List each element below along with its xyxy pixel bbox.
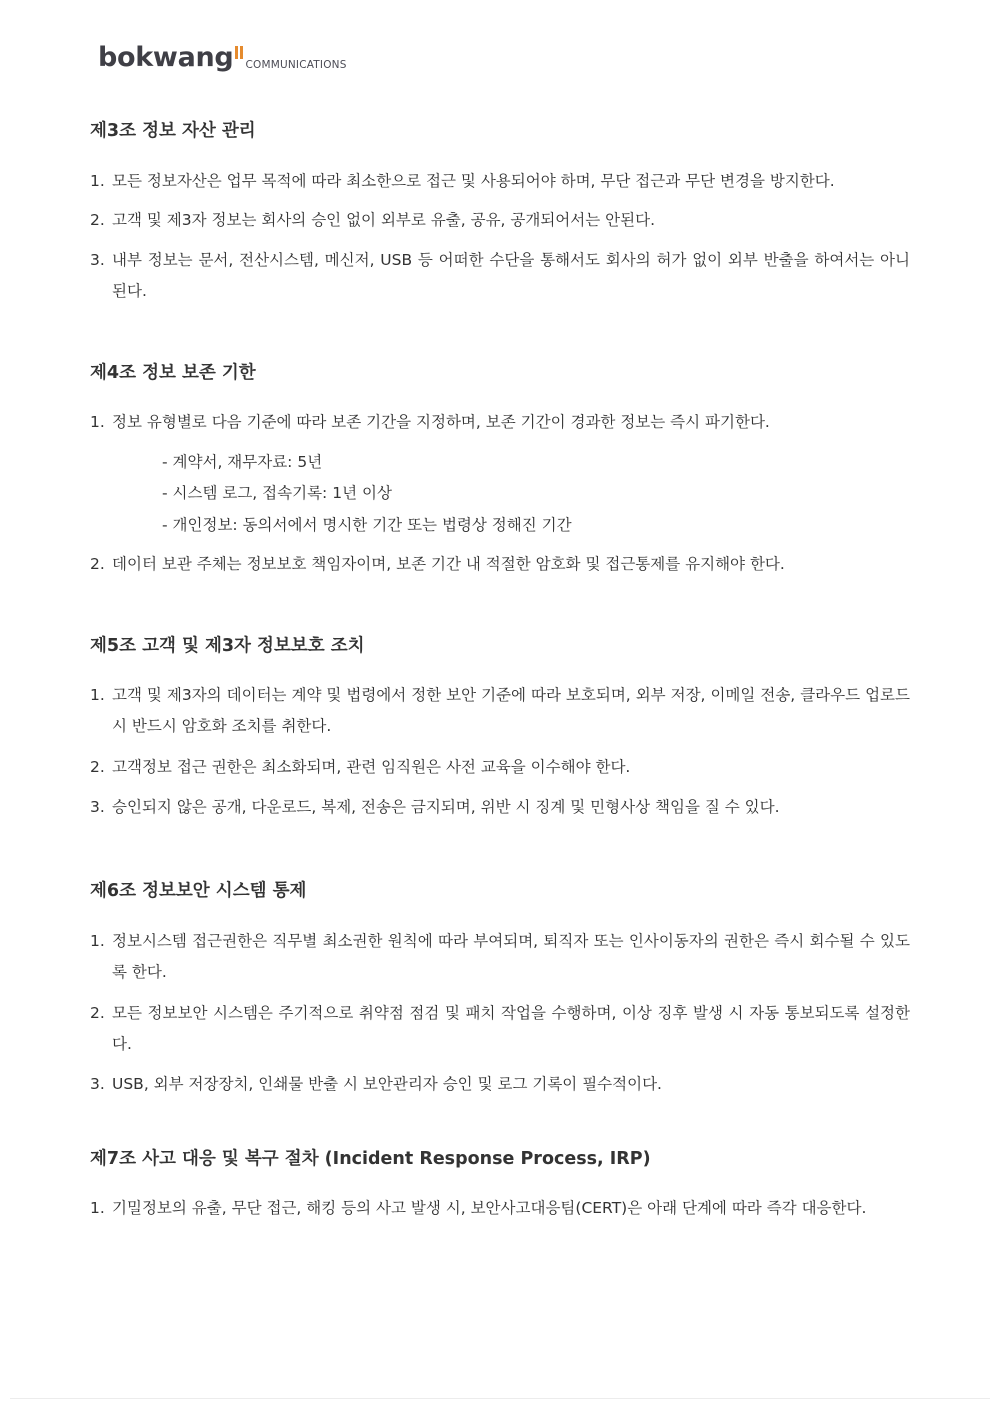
sub-list-item: - 개인정보: 동의서에서 명시한 기간 또는 법령상 정해진 기간 [162, 516, 572, 534]
item-text: 기밀정보의 유출, 무단 접근, 해킹 등의 사고 발생 시, 보안사고대응팀(CERT)은 아래 단계에 따라 즉각 대응한다. [112, 1199, 867, 1217]
item-text: 내부 정보는 문서, 전산시스템, 메신저, USB 등 어떠한 수단을 통해서도 회사의 허가 없이 외부 반출을 하여서는 아니 된다. [112, 251, 910, 300]
list-item [90, 245, 910, 307]
item-number: 1. [90, 686, 105, 704]
item-number: 3. [90, 251, 105, 269]
logo-subtitle: COMMUNICATIONS [245, 59, 347, 71]
list-item [90, 1193, 910, 1224]
logo-bars-icon [235, 46, 243, 59]
list-item [90, 407, 910, 438]
item-text: 데이터 보관 주체는 정보보호 책임자이며, 보존 기간 내 적절한 암호화 및 접근통제를 유지해야 한다. [112, 555, 785, 573]
item-number: 2. [90, 758, 105, 776]
item-text: 고객 및 제3자 정보는 회사의 승인 없이 외부로 유출, 공유, 공개되어서는 안된다. [112, 211, 656, 229]
section-heading-article-6: 제6조 정보보안 시스템 통제 [90, 881, 307, 901]
list-item [90, 1069, 910, 1100]
item-text: 고객정보 접근 권한은 최소화되며, 관련 임직원은 사전 교육을 이수해야 한다. [112, 758, 631, 776]
list-item [90, 166, 910, 197]
item-text: 승인되지 않은 공개, 다운로드, 복제, 전송은 금지되며, 위반 시 징계 및 민형사상 책임을 질 수 있다. [112, 798, 780, 816]
item-number: 1. [90, 172, 105, 190]
item-number: 2. [90, 555, 105, 573]
list-item [90, 752, 910, 783]
item-number: 2. [90, 211, 105, 229]
item-number: 2. [90, 1004, 105, 1022]
page-bottom-divider [10, 1398, 990, 1399]
item-text: 고객 및 제3자의 데이터는 계약 및 법령에서 정한 보안 기준에 따라 보호되며, 외부 저장, 이메일 전송, 클라우드 업로드 시 반드시 암호화 조치를 취한다. [112, 686, 910, 735]
list-item [90, 926, 910, 988]
logo-wordmark: bokwang [98, 42, 234, 73]
company-logo [98, 44, 347, 71]
sub-list-item: - 시스템 로그, 접속기록: 1년 이상 [162, 484, 392, 502]
item-text: USB, 외부 저장장치, 인쇄물 반출 시 보안관리자 승인 및 로그 기록이 필수적이다. [112, 1075, 662, 1093]
item-number: 1. [90, 1199, 105, 1217]
list-item [90, 998, 910, 1060]
item-text: 정보시스템 접근권한은 직무별 최소권한 원칙에 따라 부여되며, 퇴직자 또는 인사이동자의 권한은 즉시 회수될 수 있도록 한다. [112, 932, 910, 981]
item-text: 모든 정보자산은 업무 목적에 따라 최소한으로 접근 및 사용되어야 하며, 무단 접근과 무단 변경을 방지한다. [112, 172, 835, 190]
list-item [90, 205, 910, 236]
section-heading-article-7: 제7조 사고 대응 및 복구 절차 (Incident Response Process, IRP) [90, 1149, 651, 1169]
section-heading-article-4: 제4조 정보 보존 기한 [90, 363, 256, 383]
item-text: 모든 정보보안 시스템은 주기적으로 취약점 점검 및 패치 작업을 수행하며, 이상 징후 발생 시 자동 통보되도록 설정한다. [112, 1004, 910, 1053]
list-item [90, 680, 910, 742]
section-heading-article-3: 제3조 정보 자산 관리 [90, 121, 256, 141]
item-number: 1. [90, 413, 105, 431]
item-text: 정보 유형별로 다음 기준에 따라 보존 기간을 지정하며, 보존 기간이 경과한 정보는 즉시 파기한다. [112, 413, 770, 431]
item-number: 3. [90, 1075, 105, 1093]
list-item [90, 549, 910, 580]
sub-list-item: - 계약서, 재무자료: 5년 [162, 453, 323, 471]
item-number: 1. [90, 932, 105, 950]
section-heading-article-5: 제5조 고객 및 제3자 정보보호 조치 [90, 636, 365, 656]
item-number: 3. [90, 798, 105, 816]
list-item [90, 792, 910, 823]
